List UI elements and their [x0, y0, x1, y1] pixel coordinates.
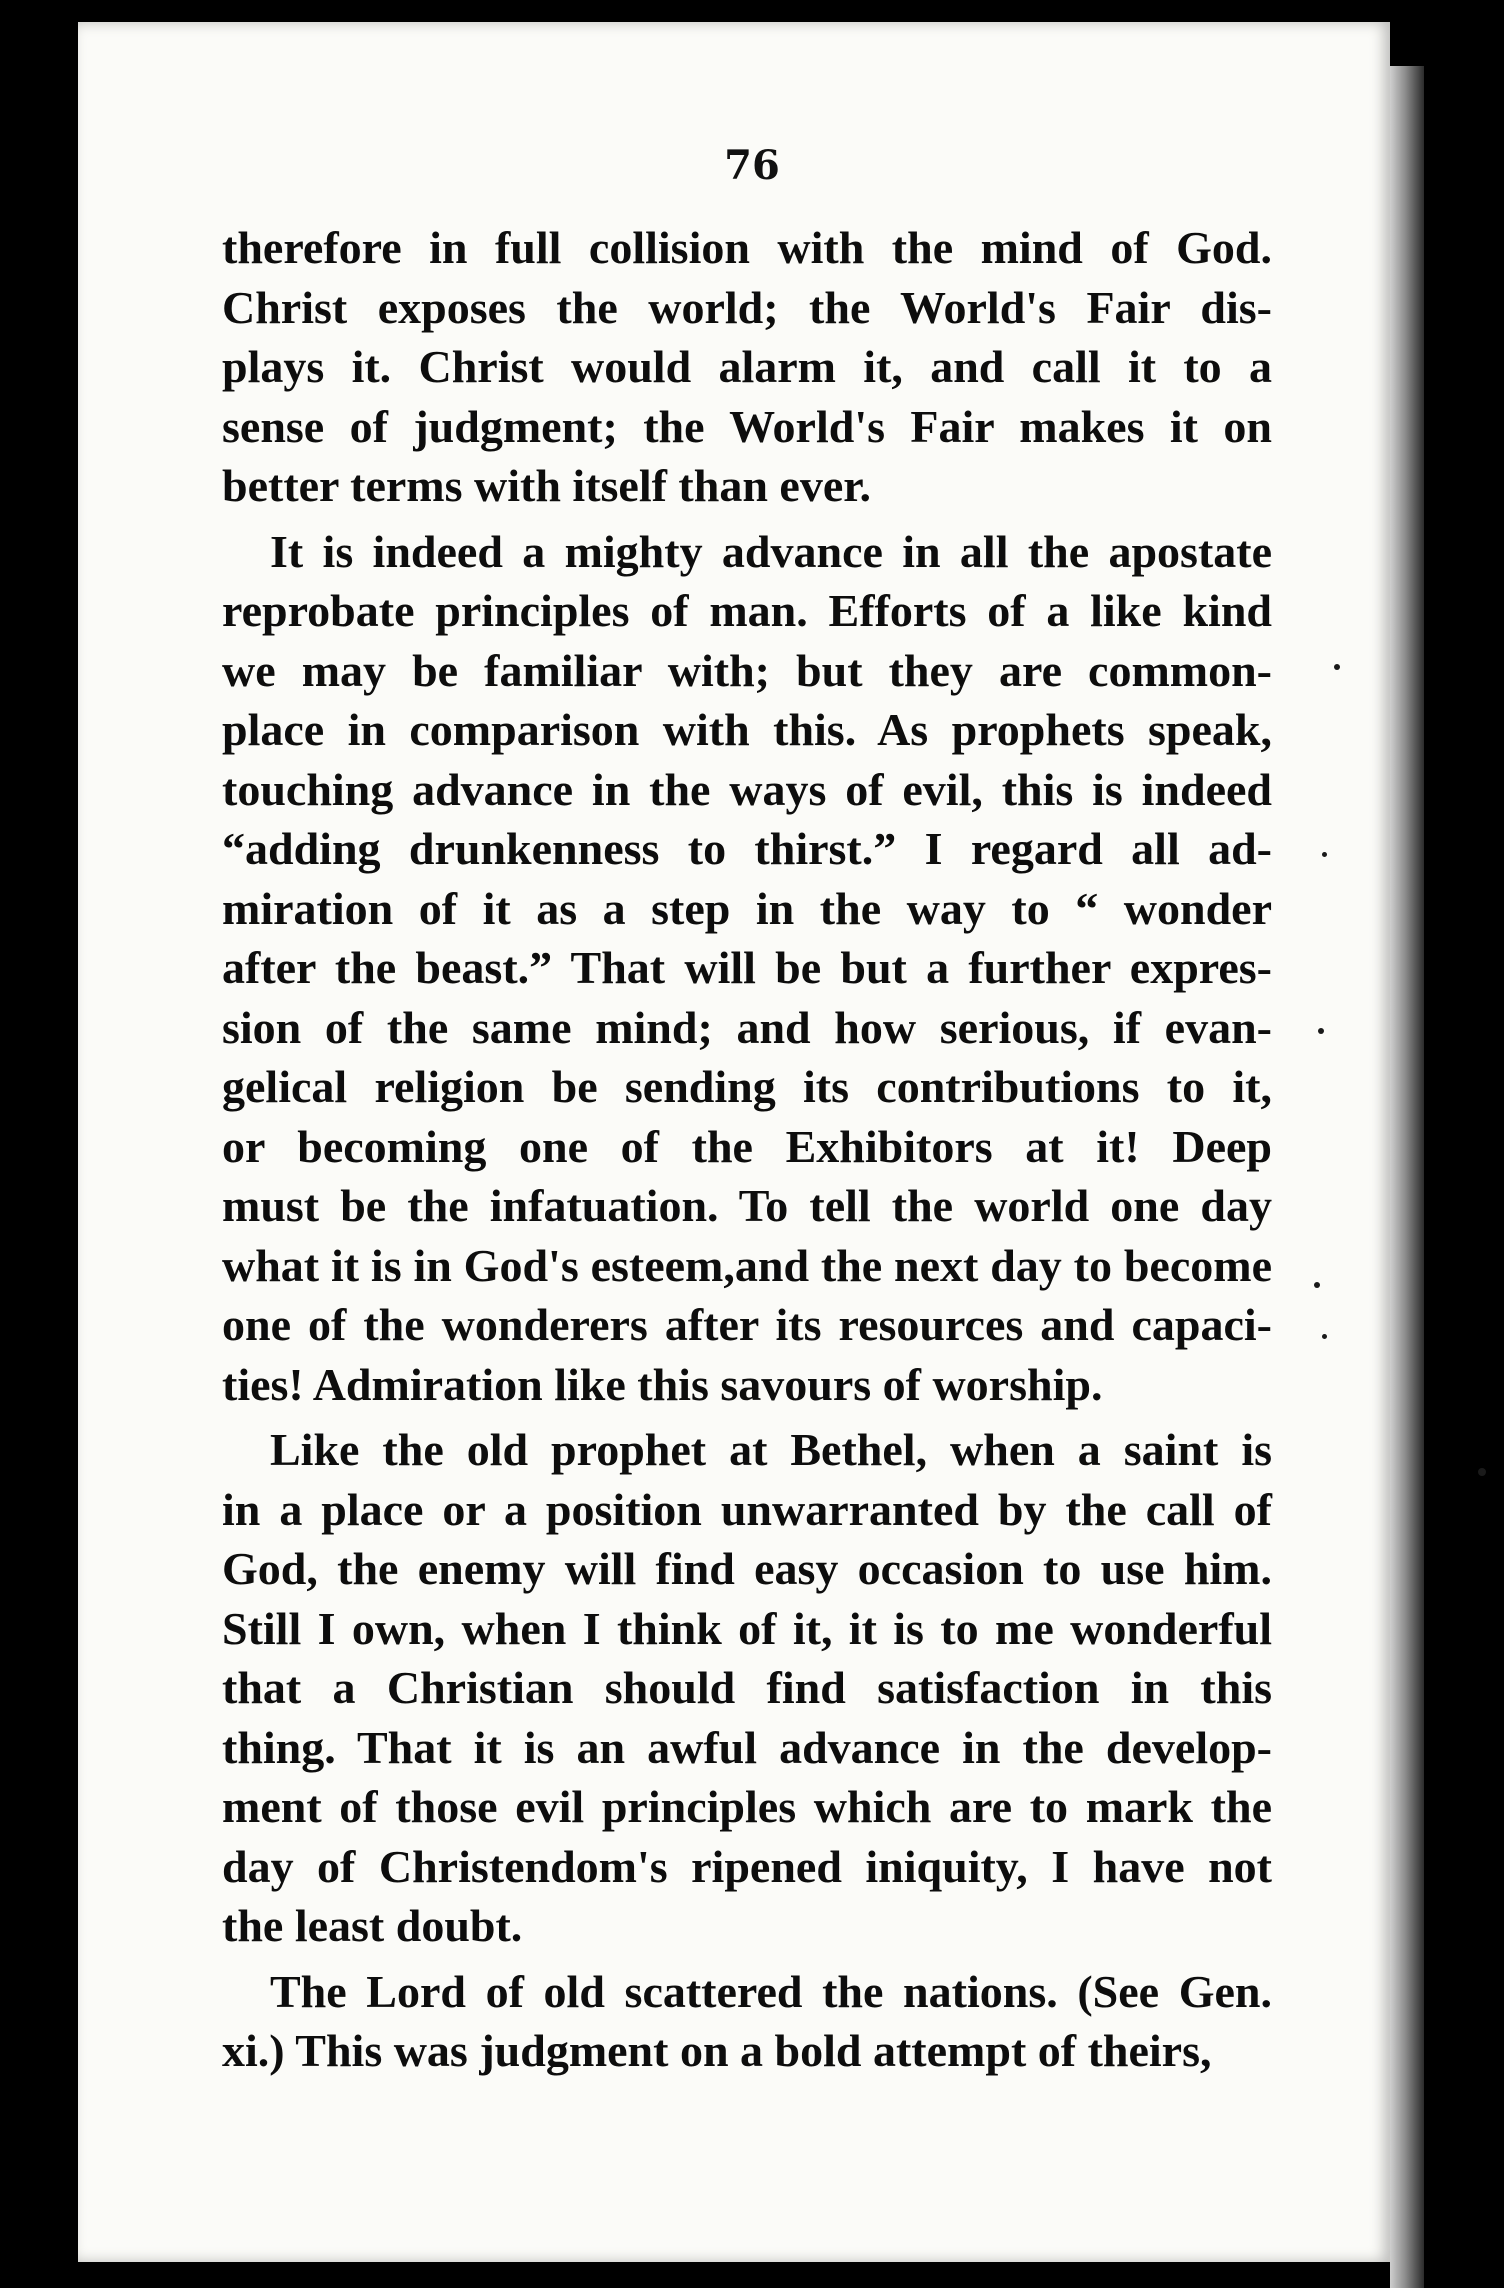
text-line: “adding drunkenness to thirst.” I regard all ad- [222, 823, 1272, 874]
text-line: Still I own, when I think of it, it is to me wonderful [222, 1602, 1272, 1654]
text-line: we may be familiar with; but they are common- [222, 644, 1272, 696]
text-line: It is indeed a mighty advance in all the apostate [270, 525, 1272, 577]
scan-speck [1318, 1028, 1324, 1034]
text-line: must be the infatuation. To tell the world one day [222, 1180, 1272, 1231]
text-line: one of the wonderers after its resources and capaci- [222, 1299, 1272, 1350]
text-line: xi.) This was judgment on a bold attempt of theirs, [222, 2025, 1212, 2076]
text-line: sion of the same mind; and how serious, if evan- [222, 1001, 1272, 1053]
scan-speck [1334, 664, 1340, 670]
text-line: gelical religion be sending its contributions to it, [222, 1061, 1272, 1112]
text-line: the least doubt. [222, 1900, 523, 1951]
text-line: ties! Admiration like this savours of worship. [222, 1358, 1103, 1410]
scan-speck [1322, 1334, 1327, 1339]
text-line: day of Christendom's ripened iniquity, I have not [222, 1840, 1272, 1892]
text-line: Christ exposes the world; the World's Fair dis- [222, 281, 1272, 333]
body-text [222, 218, 1272, 2081]
text-line: miration of it as a step in the way to “ wonder [222, 882, 1272, 934]
scan-speck [1314, 1282, 1320, 1288]
text-line: therefore in full collision with the mind of God. [222, 222, 1272, 273]
text-line: plays it. Christ would alarm it, and call it to a [222, 341, 1272, 392]
page-number: 76 [724, 142, 780, 189]
text-line: after the beast.” That will be but a further expres- [222, 942, 1272, 993]
text-line: Like the old prophet at Bethel, when a saint is [270, 1424, 1272, 1475]
text-line: that a Christian should find satisfaction in this [222, 1662, 1272, 1713]
text-line: sense of judgment; the World's Fair makes it on [222, 400, 1272, 452]
text-line: better terms with itself than ever. [222, 460, 871, 511]
text-line: God, the enemy will find easy occasion to use him. [222, 1543, 1272, 1594]
text-line: thing. That it is an awful advance in the develop- [222, 1721, 1272, 1773]
text-line: reprobate principles of man. Efforts of a like kind [222, 585, 1272, 636]
scan-speck [1478, 1468, 1486, 1476]
text-line: ment of those evil principles which are to mark the [222, 1781, 1272, 1832]
text-line: touching advance in the ways of evil, this is indeed [222, 763, 1272, 815]
text-line: or becoming one of the Exhibitors at it! Deep [222, 1120, 1272, 1172]
text-line: place in comparison with this. As prophets speak, [222, 704, 1272, 755]
scan-speck [1322, 852, 1327, 857]
text-line: what it is in God's esteem,and the next day to become [222, 1239, 1272, 1291]
text-line: in a place or a position unwarranted by the call of [222, 1483, 1272, 1535]
text-line: The Lord of old scattered the nations. (See Gen. [270, 1965, 1272, 2017]
page-edge-shadow [1390, 66, 1424, 2288]
